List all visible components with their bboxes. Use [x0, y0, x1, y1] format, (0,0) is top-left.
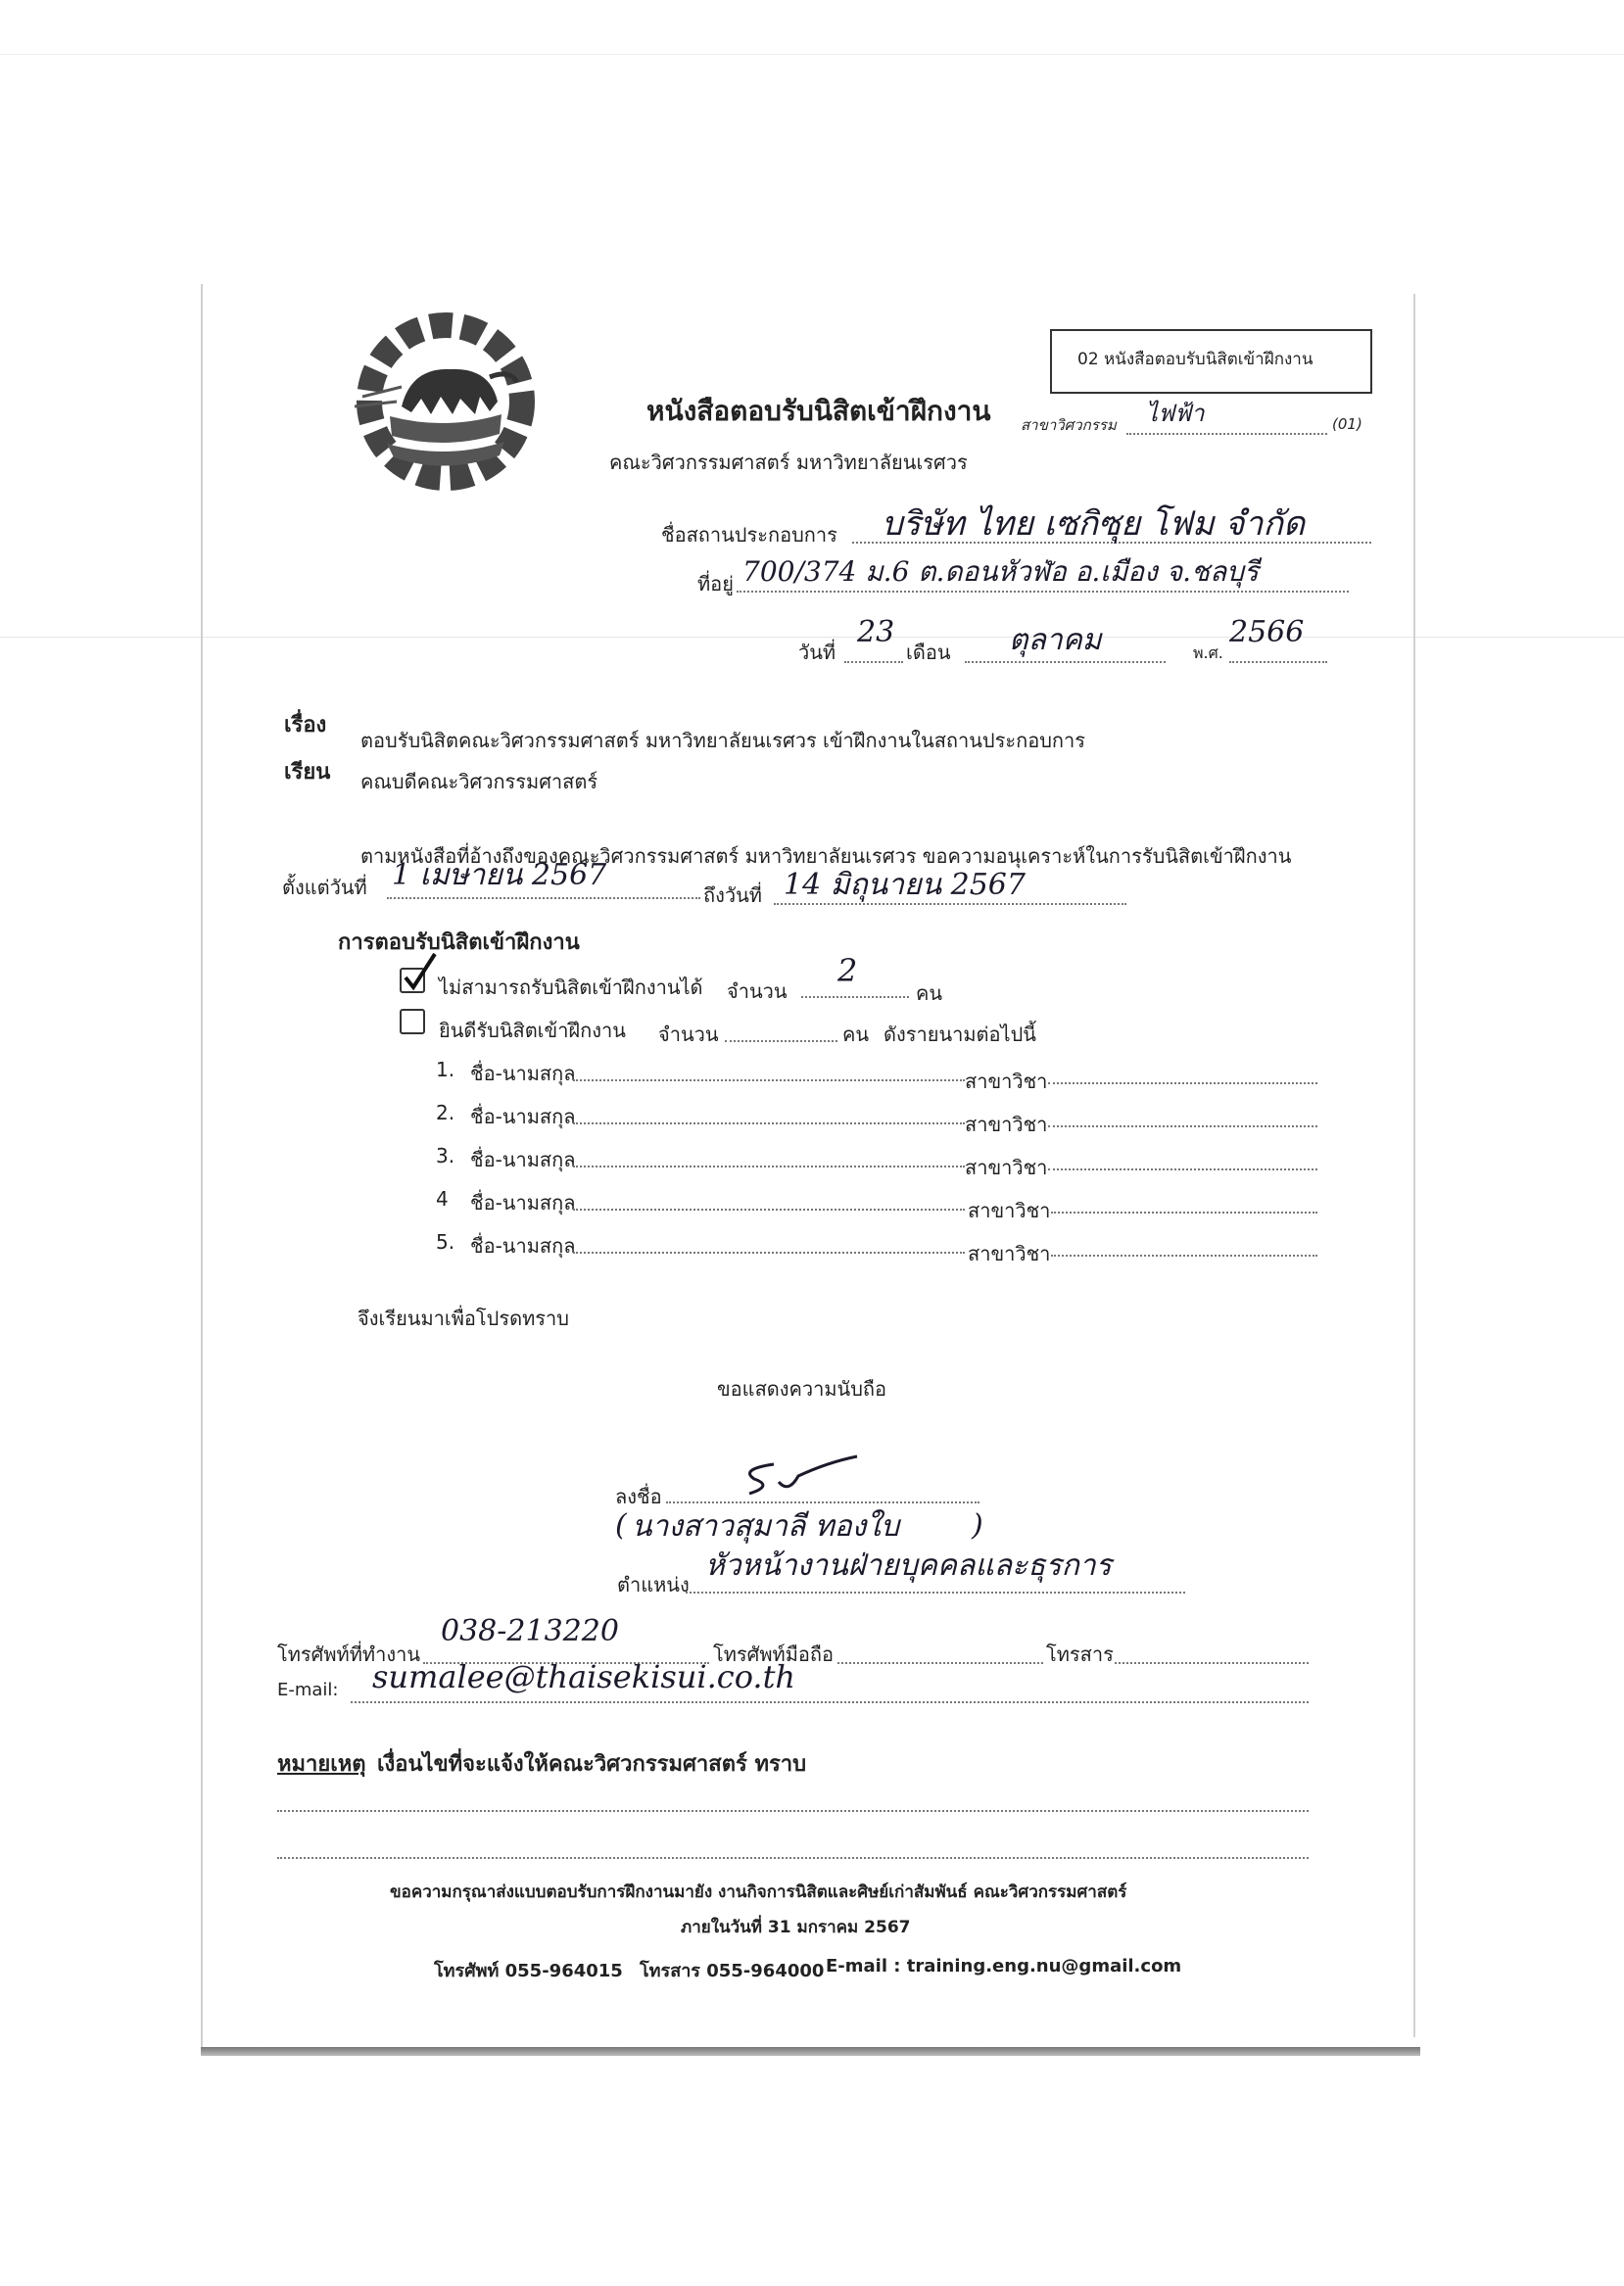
reject-unit: คน [916, 981, 943, 1005]
company-name-value: บริษัท ไทย เซกิซุย โฟม จำกัด [882, 504, 1306, 544]
to-label: ถึงวันที่ [703, 883, 762, 907]
accept-option-label: ยินดีรับนิสิตเข้าฝึกงาน [439, 1019, 626, 1042]
fax-label: โทรสาร [1046, 1643, 1114, 1666]
signer-close-paren: ) [972, 1508, 983, 1543]
signer-open-paren: ( [615, 1508, 627, 1543]
subject-text: ตอบรับนิสิตคณะวิศวกรรมศาสตร์ มหาวิทยาลัยนเรศวร เข้าฝึกงานในสถานประกอบการ [360, 729, 1086, 752]
position-label: ตำแหน่ง [617, 1573, 690, 1596]
to-value: 14 มิถุนายน 2567 [784, 868, 1026, 902]
page-bottom-edge [201, 2047, 1420, 2056]
work-phone-label: โทรศัพท์ที่ทำงาน [277, 1643, 420, 1666]
response-heading: การตอบรับนิสิตเข้าฝึกงาน [338, 930, 580, 955]
footer-fax: โทรสาร 055-964000 [640, 1961, 825, 1981]
date-day: 23 [857, 615, 895, 649]
email-label: E-mail: [277, 1680, 339, 1700]
branch-code: (01) [1332, 415, 1362, 433]
document-title: หนังสือตอบรับนิสิตเข้าฝึกงาน [646, 395, 991, 427]
closing-line: จึงเรียนมาเพื่อโปรดทราบ [358, 1307, 569, 1330]
date-year: 2566 [1229, 615, 1305, 649]
footer-email: E-mail : training.eng.nu@gmail.com [826, 1956, 1182, 1976]
month-label: เดือน [906, 641, 951, 664]
position-value: หัวหน้างานฝ่ายบุคคลและธุรการ [705, 1548, 1112, 1583]
accept-unit: คน [842, 1023, 870, 1046]
from-value: 1 เมษายน 2567 [392, 858, 607, 892]
date-month: ตุลาคม [1009, 623, 1102, 657]
subject-label: เรื่อง [284, 713, 327, 738]
faculty-line: คณะวิศวกรรมศาสตร์ มหาวิทยาลัยนเรศวร [609, 451, 968, 474]
company-name-label: ชื่อสถานประกอบการ [661, 523, 837, 547]
work-phone-value: 038-213220 [441, 1614, 619, 1648]
note-text: เงื่อนไขที่จะแจ้งให้คณะวิศวกรรมศาสตร์ ทราบ [377, 1752, 807, 1777]
salutation-label: เรียน [284, 760, 331, 785]
branch-label: สาขาวิศวกรรม [1021, 416, 1117, 434]
reject-count-label: จำนวน [727, 979, 788, 1003]
reject-count-value: 2 [837, 952, 858, 989]
from-label: ตั้งแต่วันที่ [282, 876, 367, 899]
branch-value: ไฟฟ้า [1146, 400, 1205, 427]
reject-option-label: ไม่สามารถรับนิสิตเข้าฝึกงานได้ [439, 976, 703, 999]
footer-phone: โทรศัพท์ 055-964015 [434, 1961, 623, 1981]
regards: ขอแสดงความนับถือ [717, 1377, 887, 1401]
salutation-text: คณบดีคณะวิศวกรรมศาสตร์ [360, 770, 598, 793]
footer-line1: ขอความกรุณาส่งแบบตอบรับการฝึกงานมายัง งานกิจการนิสิตและศิษย์เก่าสัมพันธ์ คณะวิศวกรรมศาสตร์ [390, 1882, 1127, 1902]
year-label: พ.ศ. [1193, 643, 1223, 662]
accept-count-label: จำนวน [658, 1023, 719, 1046]
note-label: หมายเหตุ [277, 1752, 366, 1777]
accept-suffix: ดังรายนามต่อไปนี้ [884, 1023, 1036, 1046]
faculty-logo [343, 309, 549, 495]
date-label: วันที่ [798, 641, 836, 664]
company-address-value: 700/374 ม.6 ต.ดอนหัวฬ่อ อ.เมือง จ.ชลบุรี [742, 555, 1259, 588]
footer-line2: ภายในวันที่ 31 มกราคม 2567 [681, 1918, 911, 1937]
body-line1: ตามหนังสือที่อ้างถึงของคณะวิศวกรรมศาสตร์ มหาวิทยาลัยนเรศวร ขอความอนุเคราะห์ในการรับนิสิตเข้าฝึกงาน [360, 844, 1292, 868]
company-address-label: ที่อยู่ [697, 572, 734, 595]
doc-code: 02 หนังสือตอบรับนิสิตเข้าฝึกงาน [1077, 350, 1314, 369]
email-value: sumalee@thaisekisui.co.th [372, 1658, 796, 1695]
signer-name: นางสาวสุมาลี ทองใบ [632, 1509, 899, 1544]
signature-mark [735, 1454, 862, 1499]
accept-checkbox[interactable] [400, 1009, 425, 1034]
sign-label: ลงชื่อ [615, 1485, 662, 1508]
mobile-label: โทรศัพท์มือถือ [713, 1643, 835, 1666]
check-mark-icon [400, 950, 439, 991]
